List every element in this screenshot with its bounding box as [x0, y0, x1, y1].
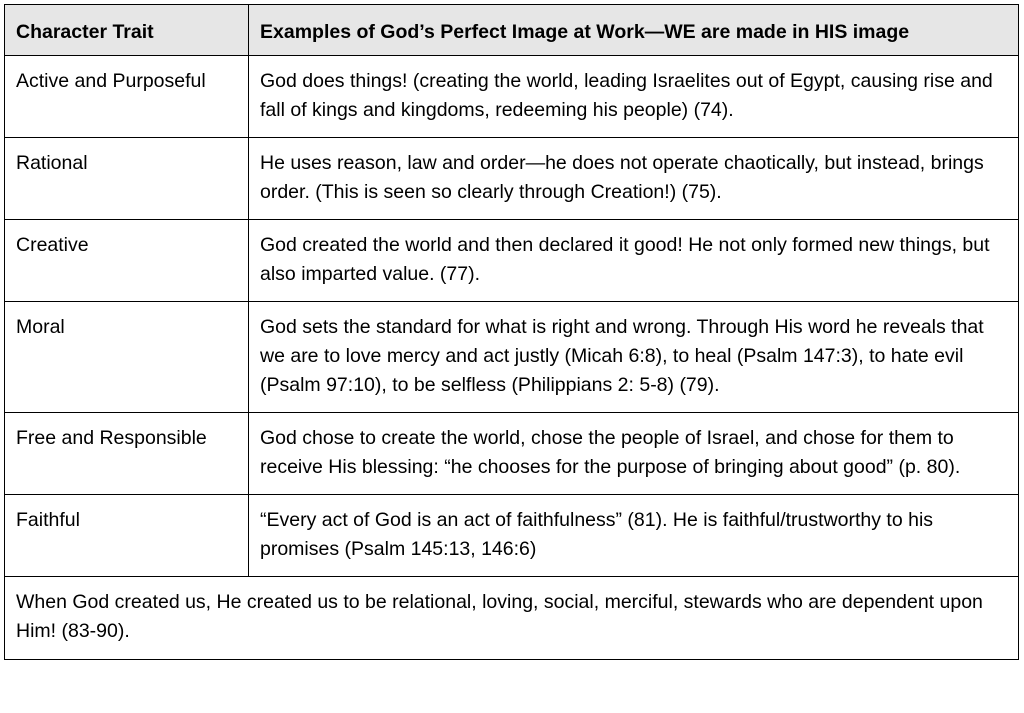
trait-cell: Rational: [5, 138, 249, 220]
example-cell: “Every act of God is an act of faithfulness” (81). He is faithful/trustworthy to his promises (Psalm 145:13, 146:6): [249, 495, 1019, 577]
example-cell: God created the world and then declared it good! He not only formed new things, but also imparted value. (77).: [249, 220, 1019, 302]
traits-table: [4, 4, 1019, 660]
table-row: [5, 138, 1019, 220]
summary-cell: When God created us, He created us to be relational, loving, social, merciful, stewards who are dependent upon Him! (83-90).: [5, 577, 1019, 660]
example-cell: God does things! (creating the world, leading Israelites out of Egypt, causing rise and fall of kings and kingdoms, redeeming his people) (74).: [249, 56, 1019, 138]
column-header-examples: Examples of God’s Perfect Image at Work—WE are made in HIS image: [249, 5, 1019, 56]
trait-cell: Faithful: [5, 495, 249, 577]
trait-cell: Moral: [5, 302, 249, 413]
table-footer-row: [5, 577, 1019, 660]
trait-cell: Free and Responsible: [5, 413, 249, 495]
table-row: [5, 220, 1019, 302]
trait-cell: Creative: [5, 220, 249, 302]
table-row: [5, 413, 1019, 495]
column-header-trait: Character Trait: [5, 5, 249, 56]
table-header-row: [5, 5, 1019, 56]
table-row: [5, 302, 1019, 413]
table-row: [5, 495, 1019, 577]
example-cell: God chose to create the world, chose the people of Israel, and chose for them to receive His blessing: “he chooses for the purpose of bringing about good” (p. 80).: [249, 413, 1019, 495]
table-row: [5, 56, 1019, 138]
example-cell: He uses reason, law and order—he does not operate chaotically, but instead, brings order. (This is seen so clearly through Creation!) (75).: [249, 138, 1019, 220]
example-cell: God sets the standard for what is right and wrong. Through His word he reveals that we are to love mercy and act justly (Micah 6:8), to heal (Psalm 147:3), to hate evil (Psalm 97:10), to be selfless (Philippians 2: 5-8) (79).: [249, 302, 1019, 413]
trait-cell: Active and Purposeful: [5, 56, 249, 138]
